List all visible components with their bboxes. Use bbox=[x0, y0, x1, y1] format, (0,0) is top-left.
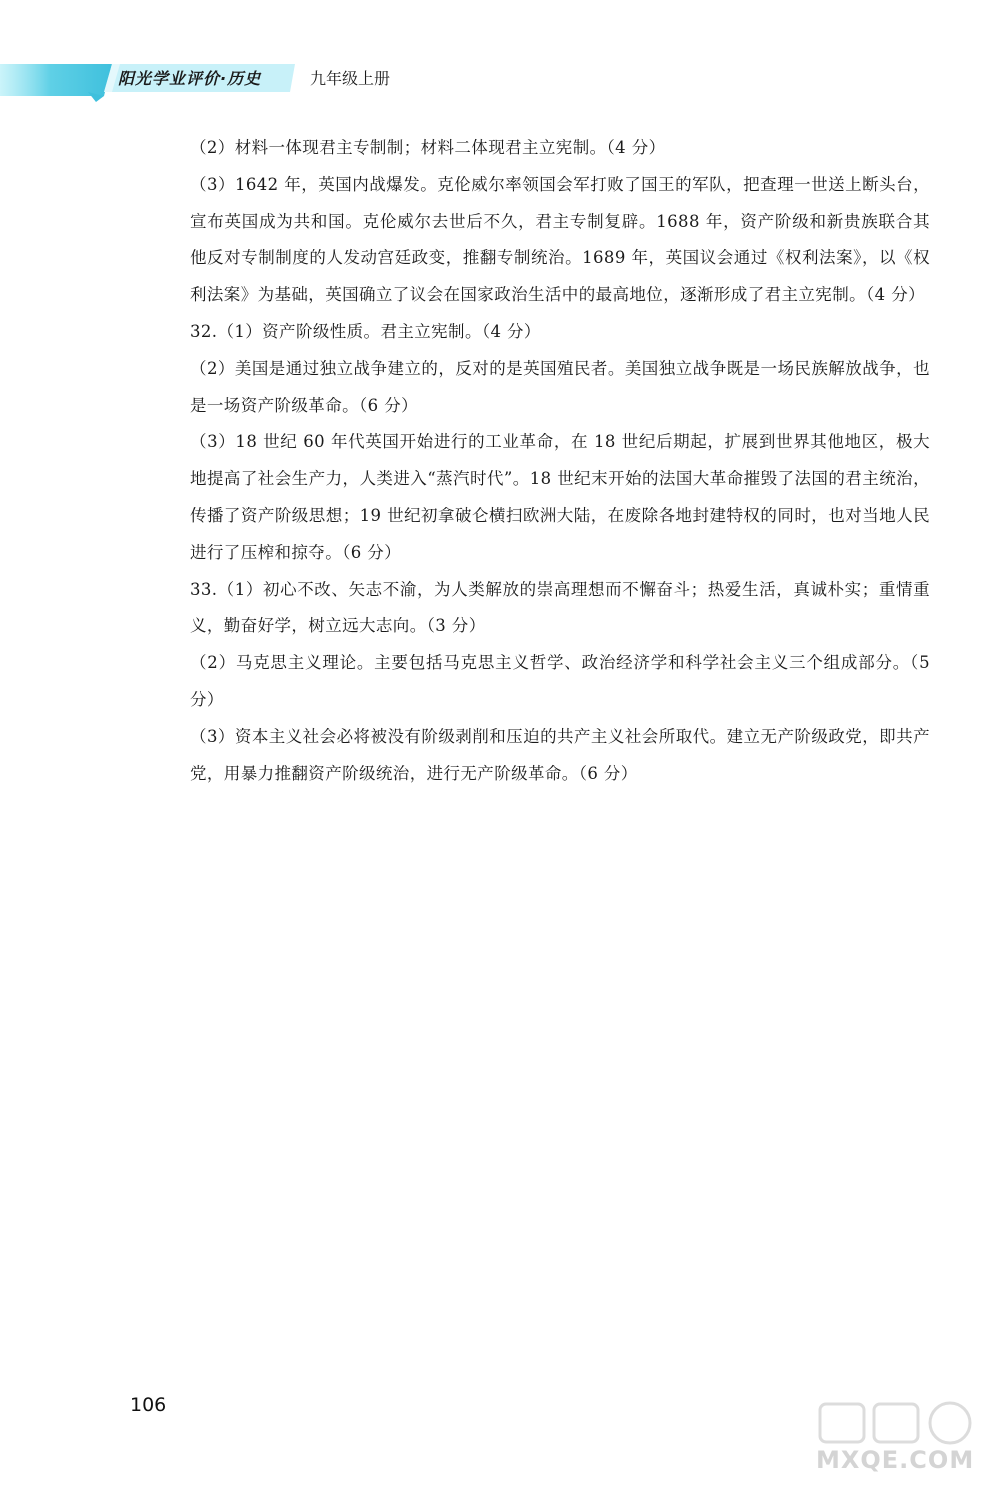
page-number: 106 bbox=[130, 1394, 167, 1416]
answer-content bbox=[190, 130, 930, 792]
answer-31-2: （2）材料一体现君主专制制；材料二体现君主立宪制。（4 分） bbox=[190, 138, 666, 157]
answer-33-1: 33.（1）初心不改、矢志不渝，为人类解放的崇高理想而不懈奋斗；热爱生活，真诚朴实；重情重义，勤奋好学，树立远大志向。（3 分） bbox=[190, 579, 930, 636]
answer-31-3: （3）1642 年，英国内战爆发。克伦威尔率领国会军打败了国王的军队，把查理一世送上断头台，宣布英国成为共和国。克伦威尔去世后不久，君主专制复辟。1688 年，资产阶级和新贵族联合其他反对专制制度的人发动宫廷政变，推翻专制统治。1689 年，英国议会通过《权利法案》，以《权利法案》为基础，英国确立了议会在国家政治生活中的最高地位，逐渐形成了君主立宪制。（4 分） bbox=[190, 174, 930, 305]
answer-33-3: （3）资本主义社会必将被没有阶级剥削和压迫的共产主义社会所取代。建立无产阶级政党，即共产党，用暴力推翻资产阶级统治，进行无产阶级革命。（6 分） bbox=[190, 726, 930, 783]
answer-32-3: （3）18 世纪 60 年代英国开始进行的工业革命，在 18 世纪后期起，扩展到世界其他地区，极大地提高了社会生产力，人类进入“蒸汽时代”。18 世纪末开始的法国大革命摧毁了法国的君主统治，传播了资产阶级思想；19 世纪初拿破仑横扫欧洲大陆，在废除各地封建特权的同时，也对当地人民进行了压榨和掠夺。（6 分） bbox=[190, 432, 930, 562]
answer-33-2: （2）马克思主义理论。主要包括马克思主义哲学、政治经济学和科学社会主义三个组成部分。（5 分） bbox=[190, 653, 930, 709]
page-header bbox=[0, 58, 520, 102]
answer-32-1: 32.（1）资产阶级性质。君主立宪制。（4 分） bbox=[190, 321, 541, 341]
watermark-logo bbox=[812, 1400, 992, 1480]
grade-label: 九年级上册 bbox=[310, 69, 391, 88]
answer-32-2: （2）美国是通过独立战争建立的，反对的是英国殖民者。美国独立战争既是一场民族解放战争，也是一场资产阶级革命。（6 分） bbox=[190, 358, 930, 415]
watermark-text: MXQE.COM bbox=[816, 1446, 975, 1474]
series-title: 阳光学业评价·历史 bbox=[118, 69, 262, 88]
watermark-emblem-icon bbox=[812, 1400, 992, 1448]
